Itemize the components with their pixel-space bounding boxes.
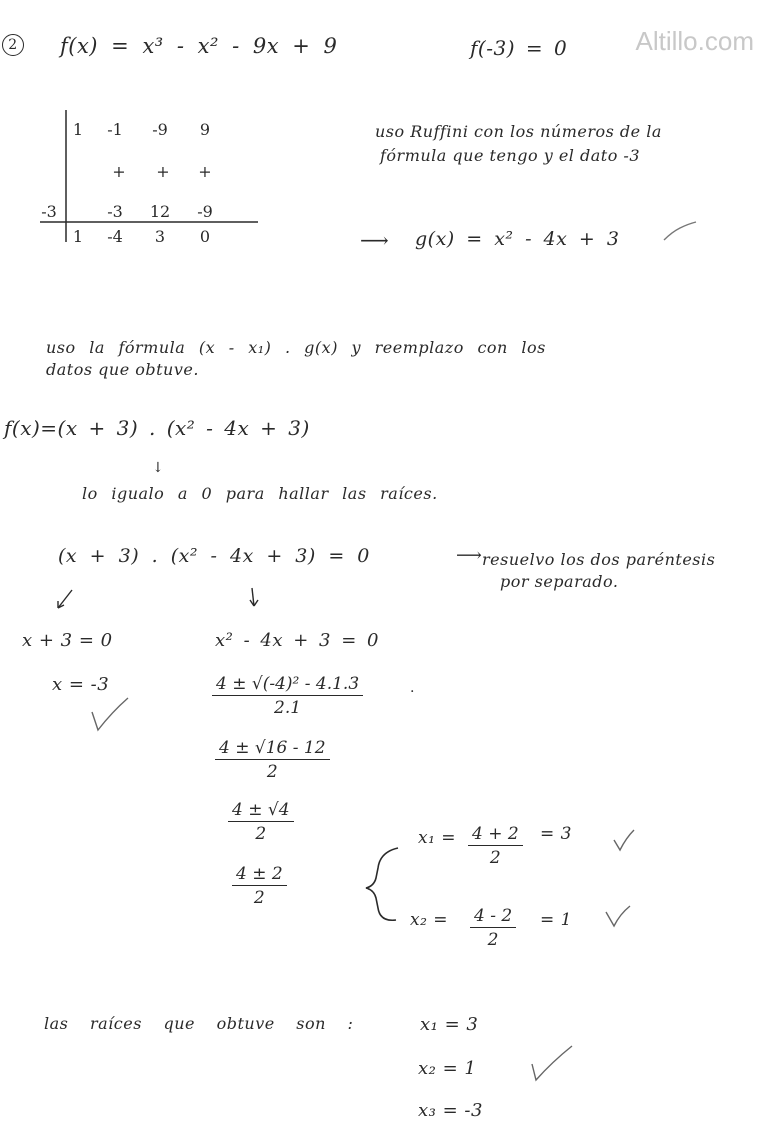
factored-equation: (x + 3) . (x² - 4x + 3) = 0 [58, 545, 370, 567]
ruffini-coef: 9 [199, 120, 211, 139]
x1-label: x₁ = [418, 828, 457, 848]
conclusion-text: las raíces que obtuve son : [44, 1014, 354, 1033]
problem-number-label: 2 [2, 34, 24, 56]
right-equation: x² - 4x + 3 = 0 [215, 630, 379, 651]
arrow-right-icon: ⟶ [456, 545, 483, 566]
ruffini-plus: + [198, 162, 212, 181]
step3-denominator: 2 [255, 824, 267, 844]
ruffini-result: -4 [107, 227, 123, 246]
x2-label: x₂ = [410, 910, 449, 930]
step2-denominator: 2 [266, 762, 278, 782]
formula-note-line2: datos que obtuve. [46, 360, 199, 379]
x2-denominator: 2 [487, 930, 499, 950]
arrow-right-icon: ⟶ [360, 228, 390, 252]
ruffini-note-line2: fórmula que tengo y el dato -3 [380, 146, 640, 165]
ruffini-product: -9 [197, 202, 213, 221]
step1-numerator: 4 ± √(-4)² - 4.1.3 [212, 674, 363, 696]
step4-denominator: 2 [253, 888, 265, 908]
step3-numerator: 4 ± √4 [228, 800, 294, 822]
ruffini-coef: -9 [152, 120, 168, 139]
ruffini-coef: 1 [72, 120, 84, 139]
function-definition: f(x) = x³ - x² - 9x + 9 [60, 34, 338, 58]
ruffini-plus: + [156, 162, 170, 181]
watermark: Altillo.com [635, 26, 754, 56]
arrow-down-icon: ↓ [152, 460, 165, 476]
ruffini-coef: -1 [107, 120, 123, 139]
ruffini-product: 12 [149, 202, 171, 221]
ruffini-root: -3 [41, 202, 57, 221]
ruffini-result: 3 [154, 227, 166, 246]
ruffini-plus: + [112, 162, 126, 181]
step1-denominator: 2.1 [274, 698, 302, 718]
root-3: x₃ = -3 [418, 1100, 483, 1121]
x1-value: = 3 [540, 824, 572, 844]
quotient-polynomial: g(x) = x² - 4x + 3 [415, 228, 620, 250]
formula-note-line1: uso la fórmula (x - x₁) . g(x) y reemplazo con los [46, 338, 546, 357]
factored-function: f(x)=(x + 3) . (x² - 4x + 3) [4, 416, 310, 440]
ruffini-note-line1: uso Ruffini con los números de la [375, 122, 662, 141]
step2-numerator: 4 ± √16 - 12 [215, 738, 330, 760]
x1-denominator: 2 [489, 848, 501, 868]
left-solution: x = -3 [52, 674, 110, 695]
x2-value: = 1 [540, 910, 572, 930]
left-equation: x + 3 = 0 [22, 630, 113, 651]
ruffini-result: 0 [199, 227, 211, 246]
ruffini-result: 1 [72, 227, 84, 246]
root-2: x₂ = 1 [418, 1058, 477, 1079]
equals-sign: . [410, 680, 415, 696]
function-evaluation: f(-3) = 0 [470, 36, 568, 60]
equate-note: lo igualo a 0 para hallar las raíces. [82, 484, 438, 503]
root-1: x₁ = 3 [420, 1014, 479, 1035]
solve-note-line1: resuelvo los dos paréntesis [482, 550, 716, 569]
ruffini-product: -3 [107, 202, 123, 221]
x1-numerator: 4 + 2 [468, 824, 523, 846]
x2-numerator: 4 - 2 [470, 906, 516, 928]
solve-note-line2: por separado. [500, 572, 619, 591]
step4-numerator: 4 ± 2 [232, 864, 287, 886]
